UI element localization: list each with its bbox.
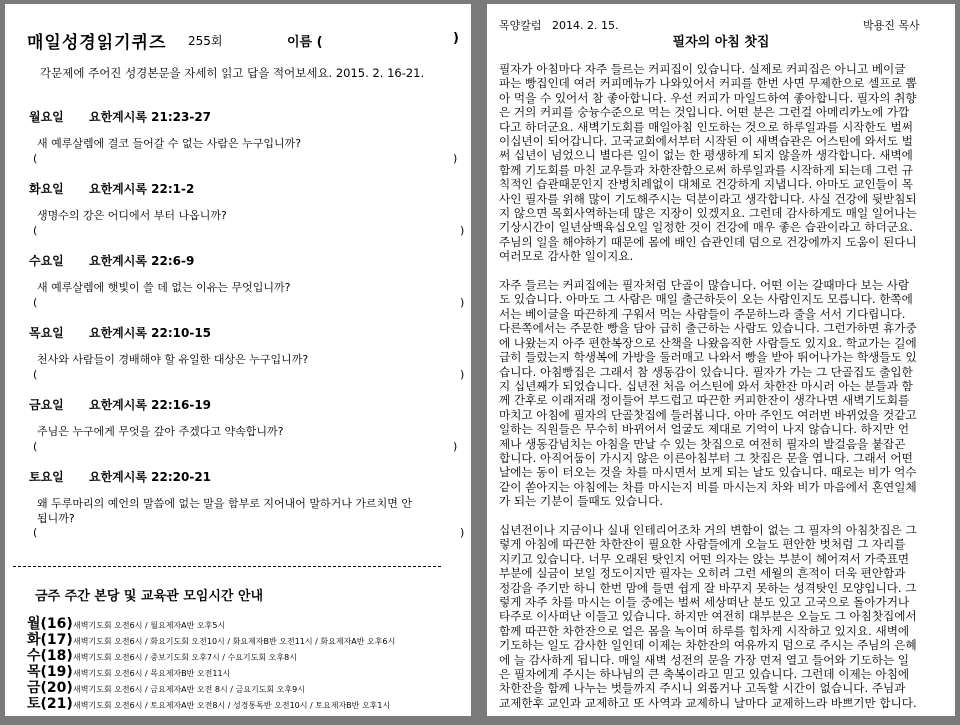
- text-line: 께 간후로 이래저래 정이들어 부드럽고 따끈한 커피한잔이 생각나면 새벽기도회를: [499, 393, 910, 408]
- text-line: 기상시간이 일년삼백육십오일 일정한 것이 건강에 매우 좋은 습관이라고 하더군요.: [499, 220, 913, 235]
- answer-close: ): [453, 152, 458, 165]
- quiz-page: [5, 4, 471, 716]
- scripture-reference: 요한계시록 21:23-27: [89, 110, 212, 124]
- schedule-day: 금(20): [27, 680, 73, 696]
- text-line: 합니다. 아직어둠이 가시지 않은 이른아침부터 그 찻집은 문을 엽니다. 그래서 어떤: [499, 450, 913, 465]
- scripture-reference: 요한계시록 22:20-21: [89, 470, 212, 484]
- text-line: 여러모로 감사한 일이지요.: [499, 249, 634, 264]
- schedule-day: 목(19): [27, 664, 73, 680]
- schedule-day: 월(16): [27, 616, 73, 632]
- text-line: 이십년이 되어갑니다. 고국교회에서부터 시작된 이 새벽습관은 어스틴에 와서도 벌: [499, 134, 913, 149]
- name-close: ): [453, 31, 459, 46]
- text-line: 제나 생동감넘치는 아침을 만날 수 있는 찻집으로 여전히 필자의 발걸음을 붙잡곤: [499, 436, 906, 451]
- schedule-row: [27, 693, 390, 713]
- text-line: 은 필자에게 주시는 하나님의 큰 축복이라고 믿고 있습니다. 그런데 이제는 아침에: [499, 667, 910, 682]
- schedule-day: 수(18): [27, 648, 73, 664]
- answer-close: ): [453, 440, 458, 453]
- author: 박용진 목사: [863, 19, 920, 32]
- text-line: 함께 기도회를 마친 교우들과 차한잔함으로써 하루일과를 시작하게 되는데 그런 규: [499, 162, 913, 177]
- name-label: 이름 (: [287, 35, 323, 50]
- question-continued: 됩니까?: [37, 512, 75, 525]
- question: 천사와 사람들이 경배해야 할 유일한 대상은 누구입니까?: [37, 353, 309, 366]
- answer-open: (: [33, 368, 38, 381]
- question: 주님은 누구에게 무엇을 갚아 주겠다고 약속합니까?: [37, 425, 284, 438]
- text-line: 가 되는 기분이 들때도 있습니다.: [499, 494, 664, 509]
- text-line: 부분에 실금이 보일 정도이지만 필자는 오히려 그런 세월의 흔적이 더욱 편안함과: [499, 566, 906, 581]
- text-line: 은 거의 커피를 숭늉수준으로 먹는 것입니다. 어떤 분은 그런걸 아메리카노에 가깝: [499, 105, 910, 120]
- text-line: 지 십년째가 되었습니다. 십년전 처음 어스틴에 와서 차한잔 마시러 아는 분들과 함: [499, 378, 913, 393]
- paragraph: [499, 523, 947, 710]
- instructions: 각문제에 주어진 성경본문을 자세히 읽고 답을 적어보세요. 2015. 2. 16-21.: [40, 66, 425, 80]
- answer-open: (: [33, 440, 38, 453]
- paragraph: [499, 278, 947, 509]
- schedule-items: 새벽기도회 오전6시 / 중보기도회 오후7시 / 수요기도회 오후8시: [73, 653, 297, 662]
- scripture-reference: 요한계시록 22:16-19: [89, 398, 212, 412]
- schedule-day: 토(21): [27, 696, 73, 712]
- scripture-reference: 요한계시록 22:1-2: [89, 182, 195, 196]
- answer-close: ): [460, 296, 465, 309]
- text-line: 지 않으면 목회사역하는데 많은 지장이 있겠지요. 그런데 감사하게도 매일 일어나는: [499, 206, 917, 221]
- schedule-items: 새벽기도회 오전6시 / 토요제자A반 오전8시 / 성경통독반 오전10시 / 토요제자B반 오후1시: [73, 701, 391, 710]
- day-label: 수요일: [29, 254, 64, 268]
- text-line: 다고 하더군요. 새벽기도회를 매일아침 인도하는 것으로 하루일과를 시작한도 벌써: [499, 119, 913, 134]
- question: 새 예루살렘에 결코 들어갈 수 없는 사람은 누구입니까?: [37, 137, 302, 150]
- text-line: 필자가 아침마다 자주 들르는 커피집이 있습니다. 실제로 커피집은 아니고 베이글: [499, 62, 906, 76]
- quiz-title: 매일성경읽기퀴즈: [27, 33, 167, 53]
- text-line: 에 나왔는지 아주 편한복장으로 산책을 나왔음직한 사람들도 있지요. 학교가는 길에: [499, 335, 917, 350]
- text-line: 다른쪽에서는 주문한 빵을 담아 급히 출근하는 사람도 있습니다. 그런가하면 휴가중: [499, 321, 917, 336]
- text-line: 칙적인 습관때문인지 잔병치레없이 대체로 건강하게 지냅니다. 아마도 교인들이 목: [499, 177, 913, 192]
- divider: [13, 566, 441, 567]
- text-line: 일하는 직원들은 무수히 바뀌어서 얼굴도 제대로 기억이 나지 않습니다. 하지만 언: [499, 422, 910, 437]
- answer-open: (: [33, 526, 38, 539]
- schedule-items: 새벽기도회 오전6시 / 금요제자A반 오전 8시 / 금요기도회 오후9시: [73, 685, 305, 694]
- day-label: 목요일: [29, 326, 64, 340]
- text-line: 같이 쏟아지는 아침에는 차를 마시는지 비를 마시는지 차와 비가 마음에서 혼연일체: [499, 479, 917, 494]
- text-line: 아 먹을 수 있어서 참 좋아합니다. 우선 커피가 마일드하여 좋아합니다. 필자의 취향: [499, 90, 917, 105]
- issue-number: 255회: [188, 34, 223, 48]
- text-line: 함께 따끈한 차한잔으로 얼은 몸을 녹이며 하루를 힘차게 시작하고 있지요. 새벽에: [499, 623, 910, 638]
- question: 생명수의 강은 어디에서 부터 나옵니까?: [37, 209, 227, 222]
- column-date: 2014. 2. 15.: [552, 19, 619, 32]
- text-line: 렇게 자주 차를 마시는 이들 중에는 벌써 세상떠난 분도 있고 고국으로 돌아가거나: [499, 595, 910, 609]
- column-page: [487, 4, 955, 716]
- text-line: 마치고 아침에 필자의 단골찻집에 들러봅니다. 아마 주인도 여러번 바뀌었을 것같고: [499, 407, 917, 422]
- column-name: 목양칼럼: [499, 19, 542, 32]
- schedule-items: 새벽기도회 오전6시 / 목요제자B반 오전11시: [73, 669, 231, 678]
- text-line: 자주 들르는 커피집에는 필자처럼 단골이 많습니다. 어떤 이는 갈때마다 보는 사람: [499, 278, 910, 293]
- schedule-items: 새벽기도회 오전6시 / 월요제자A반 오후5시: [73, 621, 226, 630]
- day-label: 월요일: [29, 110, 64, 124]
- answer-close: ): [460, 526, 465, 539]
- text-line: 사인 필자를 위해 많이 기도해주시는 덕분이라고 생각합니다. 사실 건강에 뒷받침되: [499, 191, 917, 206]
- column-body: [499, 62, 947, 725]
- text-line: 날에는 동이 터오는 것을 차를 마시면서 보게 되는 날도 있습니다. 때로는 비가 억수: [499, 465, 917, 480]
- text-line: 습니다. 아침빵집은 그래서 참 생동감이 있습니다. 필자가 가는 그 단골집도 출입한: [499, 364, 913, 379]
- text-line: 주님의 일을 해야하기 때문에 몸에 배인 습관인데 덤으로 건강에까지 도움이 된다니: [499, 234, 917, 249]
- answer-close: ): [460, 368, 465, 381]
- text-line: 교제한후 교인과 교제하고 또 사역과 교제하니 날마다 교제하느라 바쁘기만 합니다.: [499, 695, 917, 710]
- text-line: 십년전이나 지금이나 실내 인테리어조차 거의 변함이 없는 그 필자의 아침찻집은 그: [499, 522, 917, 537]
- schedule-items: 새벽기도회 오전6시 / 화요기도회 오전10시 / 화요제자B반 오전11시 / 화요제자A반 오후6시: [73, 637, 396, 646]
- paragraph: [499, 62, 947, 264]
- text-line: 파는 빵집인데 여러 커피메뉴가 나와있어서 커피를 한번 사면 무제한으로 셀프로 뽑: [499, 76, 917, 91]
- scripture-reference: 요한계시록 22:10-15: [89, 326, 212, 340]
- answer-open: (: [33, 224, 38, 237]
- text-line: 급히 들렀는지 학생복에 가방을 둘러매고 나와서 빵을 받아 뛰어나가는 학생들도 있: [499, 350, 917, 365]
- schedule-day: 화(17): [27, 632, 73, 648]
- text-line: 차한잔을 함께 나누는 벗들까지 주시니 외롭거나 고독할 시간이 없습니다. 주님과: [499, 681, 906, 696]
- text-line: 정감을 주기만 하니 한번 맘에 들면 쉽게 잘 바꾸지 못하는 성격탓인 모양입니다. 그: [499, 580, 917, 595]
- text-line: 도 있습니다. 아마도 그 사람은 매일 출근하듯이 오는 사람인지도 모릅니다. 한쪽에: [499, 292, 913, 307]
- schedule-title: 금주 주간 본당 및 교육관 모임시간 안내: [35, 589, 264, 604]
- column-title: 필자의 아침 찻집: [672, 35, 770, 50]
- text-line: 서는 베이글을 따끈하게 구워서 먹는 사람들이 주문하느라 줄을 서서 기다립니다.: [499, 306, 906, 321]
- text-line: 지키고 있습니다. 너무 오래된 탓인지 어떤 의자는 앉는 부분이 헤어져서 가죽표면: [499, 551, 910, 566]
- question: 왜 두루마리의 예언의 말씀에 없는 말을 함부로 지어내어 말하거나 가르치면 안: [37, 497, 412, 510]
- answer-close: ): [460, 224, 465, 237]
- scripture-reference: 요한계시록 22:6-9: [89, 254, 195, 268]
- text-line: 타주로 이사떠난 이들고 있습니다. 하지만 여전히 대부분은 오늘도 그 아침찻집에서: [499, 609, 917, 624]
- text-line: 써 십년이 넘었으니 별다른 일이 없는 한 평생하게 되지 않을까 생각합니다. 새벽에: [499, 148, 913, 163]
- text-line: 기도하는 일도 감사한 일인데 이제는 차한잔의 여유까지 덤으로 주시는 주님의 은혜: [499, 638, 917, 653]
- question: 새 예루살렘에 햇빛이 쓸 데 없는 이유는 무엇입니까?: [37, 281, 291, 294]
- text-line: 에 늘 감사하게 됩니다. 매일 새벽 성전의 문을 가장 먼저 열고 들어와 기도하는 일: [499, 652, 909, 667]
- answer-open: (: [33, 152, 38, 165]
- text-line: 렇게 아침에 따끈한 차한잔이 필요한 사람들에게 오늘도 편안한 벗처럼 그 자리를: [499, 537, 906, 552]
- day-label: 화요일: [29, 182, 64, 196]
- day-label: 금요일: [29, 398, 64, 412]
- answer-open: (: [33, 296, 38, 309]
- day-label: 토요일: [29, 470, 64, 484]
